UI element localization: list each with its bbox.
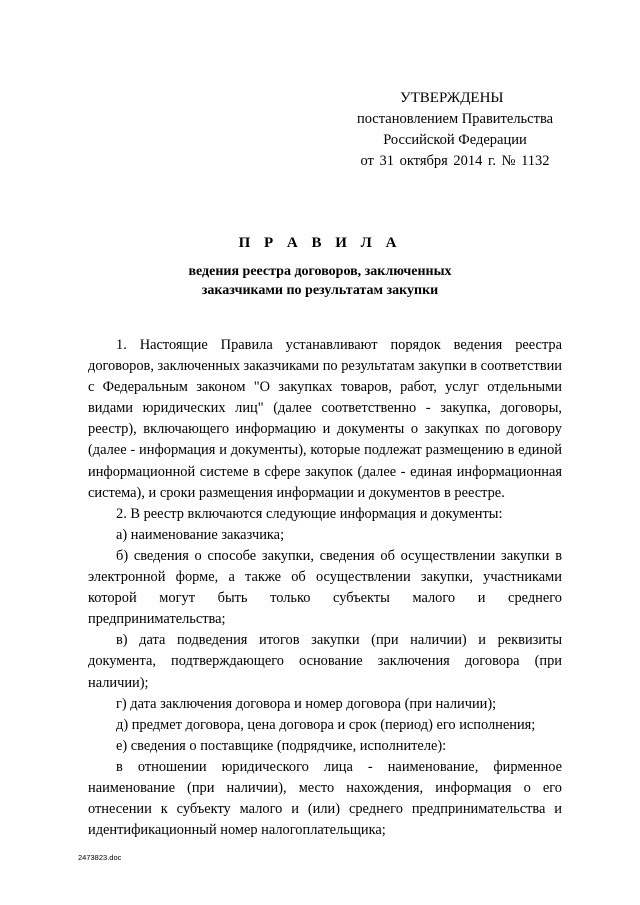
- paragraph-legal-entity: в отношении юридического лица - наименование, фирменное наименование (при наличии), место нахождения, информация о его отнесении к субъекту малого и (или) среднего предпринимательства и идентификационный номер налогоплательщика;: [88, 758, 562, 839]
- approval-line-2: Российской Федерации: [383, 132, 527, 148]
- paragraph-item-g: г) дата заключения договора и номер договора (при наличии);: [116, 695, 497, 712]
- approval-line-1: постановлением Правительства: [356, 111, 554, 127]
- paragraph-item-b: б) сведения о способе закупки, сведения об осуществлении закупки в электронной форме, а также об осуществлении закупки, участниками которой могут быть только субъекты малого и среднего предпринимательства;: [88, 547, 562, 628]
- paragraph-item-e: е) сведения о поставщике (подрядчике, исполнителе):: [116, 737, 447, 754]
- paragraph-1: 1. Настоящие Правила устанавливают порядок ведения реестра договоров, заключенных заказчиками по результатам закупки в соответствии с Федеральным законом "О закупках товаров, работ, услуг отдельными видами юридических лиц" (далее соответственно - закупка, договоры, реестр), включающего информацию и документы о закупках по договору (далее - информация и документы), которые подлежат размещению в единой информационной системе в сфере закупок (далее - единая информационная система), и сроки размещения информации и документов в реестре.: [88, 337, 562, 501]
- document-body: [88, 335, 562, 841]
- footer-file-name: 2473823.doc: [78, 853, 122, 862]
- subtitle-line-1: ведения реестра договоров, заключенных: [188, 264, 452, 279]
- subtitle-line-2: заказчиками по результатам закупки: [201, 283, 439, 298]
- approval-stamp: [330, 88, 580, 172]
- document-subtitle: [0, 262, 640, 300]
- paragraph-item-v: в) дата подведения итогов закупки (при наличии) и реквизиты документа, подтверждающего основание заключения договора (при наличии);: [88, 632, 562, 691]
- document-title: П Р А В И Л А: [238, 235, 402, 251]
- approval-line-3: от 31 октября 2014 г. № 1132: [360, 153, 550, 169]
- approval-heading: УТВЕРЖДЕНЫ: [400, 90, 504, 106]
- paragraph-2: 2. В реестр включаются следующие информация и документы:: [116, 505, 503, 522]
- paragraph-item-d: д) предмет договора, цена договора и срок (период) его исполнения;: [116, 716, 536, 733]
- paragraph-item-a: а) наименование заказчика;: [116, 526, 285, 543]
